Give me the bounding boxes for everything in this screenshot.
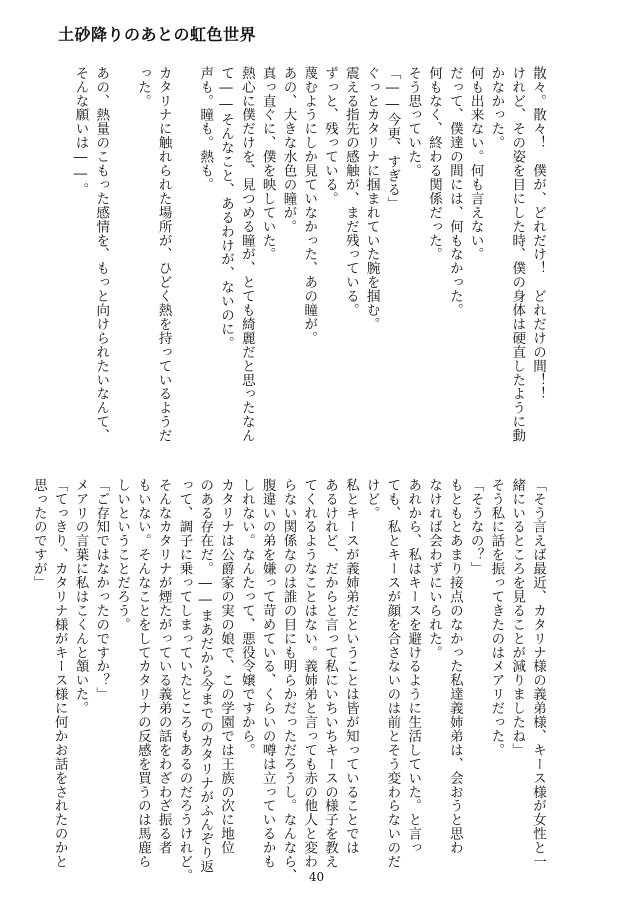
text-line (174, 66, 195, 442)
text-line: 蔑むようにしか見ていなかった、あの瞳が。 (301, 66, 318, 345)
text-line: もいない。そんなことをしてカタリナの反感を買うのは馬鹿ら (134, 478, 151, 869)
text-line: メアリの言葉に私はこくんと頷いた。 (72, 478, 89, 716)
text-line: あの、大きな水色の瞳が。 (280, 66, 297, 234)
text-line: そんな願いは――。 (72, 66, 89, 197)
page-header-title: 土砂降りのあとの虹色世界 (58, 25, 257, 44)
text-line: 思ったのですが」 (30, 478, 47, 590)
text-line: 声も。瞳も。熱も。 (197, 66, 214, 192)
text-line: カタリナは公爵家の実の娘で、この学園では王族の次に地位 (218, 478, 235, 855)
text-line: 熱心に僕だけを、見つめる瞳が、とても綺麗だと思ったなん (238, 66, 255, 443)
text-line: のある存在だ。――まあだから今までのカタリナがふんぞり返 (197, 478, 214, 874)
text-line: あの、熱量のこもった感情を、もっと向けられたいなんて、 (93, 66, 110, 443)
text-line: そう思っていた。 (405, 66, 422, 178)
body-text-upper (72, 66, 548, 443)
text-line: 何もなく、終わる関係だった。 (426, 66, 443, 262)
text-line: って、調子に乗ってしまっていたところもあるのだろうけれど。 (176, 478, 193, 883)
text-line: しれない。なんたって、悪役令嬢ですから。 (238, 478, 255, 757)
text-line: 私とキースが義姉弟だということは皆が知っていることでは (342, 478, 359, 855)
text-line: 緒にいるところを見ることが減りましたね」 (509, 478, 526, 757)
text-line: ずっと、残っている。 (322, 66, 339, 206)
text-line: しいということだろう。 (114, 478, 131, 632)
page-number: 40 (308, 870, 325, 884)
text-line: あれから、私はキースを避けるように生活していた。と言っ (405, 478, 422, 855)
text-line: なければ会わずにいられた。 (426, 478, 443, 660)
text-line: もともとあまり接点のなかった私達義姉弟は、会おうと思わ (446, 478, 463, 855)
text-line: 真っ直ぐに、僕を映していた。 (259, 66, 276, 262)
text-line: 「――今更、すぎる」 (384, 66, 401, 211)
text-line: だって、僕達の間には、何もなかった。 (446, 66, 463, 318)
text-line: 震える指先の感触が、まだ残っている。 (342, 66, 359, 318)
text-line: あるけれど、だからと言って私にいちいちキースの様子を教え (322, 478, 339, 869)
text-line: てくれるようなことはない。義姉弟と言っても赤の他人と変わ (301, 478, 318, 869)
text-line: て――そんなこと、あるわけが、ないのに。 (218, 66, 235, 350)
text-line: 腹違いの弟を嫌って苛めている、くらいの噂は立っているかも (259, 478, 276, 869)
text-line: らない関係なのは誰の目にも明らかだっただろうし。なんなら、 (280, 478, 297, 883)
text-line: けど。 (363, 478, 380, 520)
text-line: そう私に話を振ってきたのはメアリだった。 (488, 478, 505, 757)
text-line: ぐっとカタリナに掴まれていた腕を掴む。 (363, 66, 380, 332)
text-line: 散々。散々！ 僕が、どれだけ！ どれだけの間！！ (530, 66, 546, 401)
text-line: 何も出来ない。何も言えない。 (467, 66, 484, 262)
text-line: った。 (134, 66, 151, 108)
text-line: 「そうなの？」 (467, 478, 484, 576)
text-line: かなかった。 (488, 66, 505, 150)
text-line (111, 66, 132, 442)
text-line: 「ご存知ではなかったのですか？」 (93, 478, 110, 702)
text-line: けれど、その姿を目にした時、僕の身体は硬直したように動 (509, 66, 526, 443)
text-line: カタリナに触れられた場所が、ひどく熱を持っているようだ (155, 66, 172, 443)
text-line: ても、私とキースが顔を合さないのは前とそう変わらないのだ (384, 478, 401, 869)
text-line: そんなカタリナが煙たがっている義弟の話をわざわざ振る者 (155, 478, 172, 855)
text-line: 「そう言えば最近、カタリナ様の義弟様、キース様が女性と一 (530, 478, 546, 869)
text-line: 「てっきり、カタリナ様がキース様に何かお話をされたのかと (51, 478, 68, 869)
